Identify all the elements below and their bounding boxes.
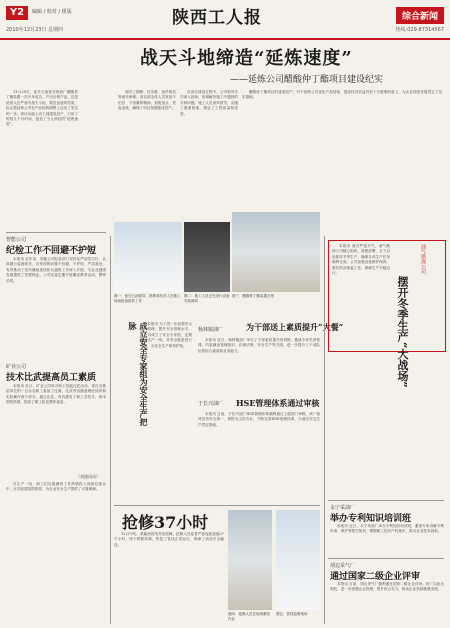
divider: [114, 505, 320, 506]
lead-column-3: [180, 90, 238, 162]
photo-officials: [114, 222, 182, 292]
divider: [328, 500, 444, 501]
lead-text: 11月29日，延长石油延安炼油厂醋酸仲丁酯装置一次开车成功，产出合格产品。这是延炼人在严寒中战天斗地、艰苦奋战的结果，标志着延炼公司在产品结构调整上迈出了坚实的一步。项目从破土动工到建成投产，只用了短短几个月时间，创造了令人惊叹的“延炼速度”。: [6, 90, 78, 127]
article-text: 本报讯 日前，靖边采气厂顺利通过国家二级企业评审。该厂以此为契机，进一步加强企业管理，提升综合实力，推动企业持续健康发展。: [330, 582, 444, 592]
article-text: 12月中旬，某输油管线突发故障，抢修人员迎着严寒连续奋战37个小时，终于排除故障，恢复了管线正常运行，保障了油品安全输送。: [114, 532, 224, 547]
article-text: 本报讯 近年来，智能公司纪检部门坚持从严治党方针，认真履行监督职责，对发现的问题不回避、不护短，严肃查处，有效推动了党风廉政建设和反腐败工作深入开展，为企业健康发展提供了坚强保证。公司纪委定期开展廉洁教育活动，警钟长鸣。: [6, 257, 106, 283]
lead-text: 面对工期紧、任务重、条件艰苦等诸多困难，项目部全体人员发扬不怕苦、不怕累的精神，加班加点，昼夜奋战，确保了项目按期建成投产。: [118, 90, 176, 111]
article-label: 矿业公司: [6, 364, 27, 370]
contact-line: 热线:029-87314567: [395, 27, 444, 33]
article-label: 油气勘探公司: [420, 244, 426, 274]
article-body: [6, 257, 106, 357]
photo-repair: [228, 510, 272, 610]
article-title: 通过国家二级企业评审: [330, 572, 421, 582]
divider: [6, 232, 106, 233]
article-text: 本报讯 日前，于长兴油厂HSE管理体系顺利通过上级部门审核。该厂始终坚持安全第一、预防为主的方针，不断完善HSE管理体系，为油田安全生产奠定基础。: [198, 412, 320, 427]
photo-facility: [232, 212, 320, 292]
article-label: 智能公司: [6, 237, 27, 243]
lead-text: 醋酸仲丁酯项目的建成投产，对于延炼公司优化产品结构、提高经济效益具有十分重要的意义，为企业持续发展奠定了坚实基础。: [242, 90, 442, 100]
article-body: [6, 482, 106, 624]
lead-headline: 战天斗地缔造“延炼速度”: [140, 48, 353, 69]
article-title: HSE管理体系通过审核: [236, 398, 320, 408]
issue-date: 2010年12月23日 星期四: [6, 27, 64, 33]
lead-column-1: [6, 90, 78, 230]
photo-pipeline: [276, 510, 320, 610]
article-text: 本报讯 近日，杨林镇油厂举办了干部素质提升培训班，邀请专家学者授课，内容涵盖管理知识、法律法规、安全生产等方面，进一步提升了干部队伍的综合素质和业务能力。: [198, 338, 320, 353]
article-title: 举办专利知识培训班: [330, 514, 412, 524]
bottom-headline: 抢修37小时: [122, 513, 209, 532]
photo-workers: [184, 222, 230, 292]
article-label: 靖边采气厂: [330, 563, 356, 569]
newspaper-logo: 陕西工人报: [172, 8, 262, 28]
photo-caption: 图一：延长石油领导、指挥部负责人在施工现场检查指导工作: [114, 294, 181, 303]
divider: [324, 236, 325, 624]
article-label: 杨林镇油厂: [198, 327, 224, 333]
masthead: [0, 0, 450, 40]
article-text: 本报讯 为了进一步加强安全生产管理，提升安全管理水平，该公司成立了安全专家组，定期深入生产一线，对安全隐患进行排查，为安全生产保驾护航。: [140, 322, 192, 348]
article-text: 在生产一线，职工们以饱满的工作热情投入到岗位练兵中，比学赶超氛围浓厚，为企业安全生产提供了可靠保障。: [6, 482, 106, 492]
photo-caption: 图二：施工人员正在进行设备安装调试: [184, 294, 230, 303]
center-strip-body: [140, 322, 192, 502]
page-badge: Y2: [6, 6, 28, 20]
lead-column-2: [118, 90, 176, 162]
photo-caption: 图三：醋酸仲丁酯装置全景: [232, 294, 274, 298]
editor-meta: 编辑 / 校对 / 组版: [32, 9, 72, 15]
article-body: [330, 582, 444, 624]
article-body: [6, 384, 106, 472]
lead-column-4: [242, 90, 442, 210]
article-label: 永宁采油厂: [330, 505, 356, 511]
article-title: 为干部送上素质提升“大餐”: [246, 322, 344, 332]
photo-caption: 图四：抢修人员在现场紧张作业: [228, 612, 270, 621]
article-body: [114, 532, 224, 624]
article-title: 技术比武提高员工素质: [6, 373, 97, 383]
article-text: 本报讯 近日，矿业公司举办职工技能比武活动，来自各基层单位的一百余名职工参加了比赛。比武内容涵盖理论知识和实际操作两个部分，通过比武，有效激发了职工学技术、练本领的热情，提高了职工队伍整体素质。: [6, 384, 106, 405]
section-name: 综合新闻: [396, 7, 444, 24]
photo-caption: 图五：管线抢修现场: [276, 612, 308, 616]
lead-subhead: ——延炼公司醋酸仲丁酯项目建设纪实: [230, 75, 384, 85]
center-strip-title: 成立安全专家组为安全生产把脉: [128, 322, 149, 426]
article-text: 本报讯 面对严寒天气，油气勘探公司精心组织，周密部署，全力以赴抓好冬季生产，确保各项生产任务顺利完成。公司加强设备维护保养，做好防冻保温工作，保障生产平稳运行。: [332, 244, 390, 276]
lead-text: 在项目建设过程中，公司领导多次深入现场，协调解决施工中遇到的各种问题。施工人员顶风冒雪，克服了重重困难，保证了工程质量和进度。: [180, 90, 238, 116]
divider: [328, 558, 444, 559]
author-note: （刘通讯员）: [76, 474, 100, 479]
divider: [110, 236, 111, 624]
article-body: [198, 338, 320, 398]
article-body: [198, 412, 320, 502]
article-body: [332, 244, 390, 424]
article-title: 纪检工作不回避不护短: [6, 246, 97, 256]
article-text: 本报讯 近日，永宁采油厂举办专利知识培训班，邀请专家讲解专利申请、保护等相关知识，增强职工知识产权意识，推动企业技术创新。: [330, 524, 444, 534]
feature-title: 摆开冬季生产“大战场”: [396, 276, 409, 388]
article-label: 于长兴油厂: [198, 401, 224, 407]
article-body: [330, 524, 444, 556]
